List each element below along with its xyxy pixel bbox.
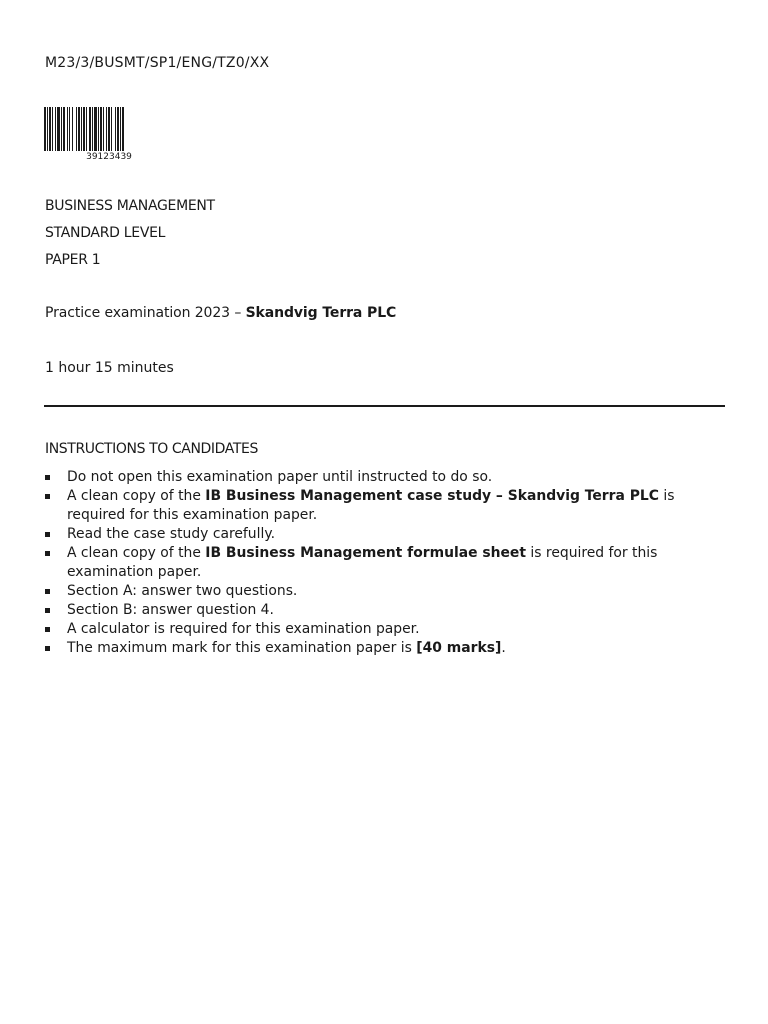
instruction-item: The maximum mark for this examination paper is [40 marks]. [45, 639, 725, 658]
subject-title: BUSINESS MANAGEMENT [45, 198, 215, 214]
paper-number: PAPER 1 [45, 252, 101, 268]
barcode-number: 39123439 [86, 152, 132, 162]
instructions-list [45, 468, 725, 658]
exam-title [45, 305, 396, 321]
instruction-item: Section B: answer question 4. [45, 601, 725, 620]
instruction-item: Read the case study carefully. [45, 525, 725, 544]
bullet-icon [45, 627, 50, 632]
exam-duration: 1 hour 15 minutes [45, 360, 174, 376]
bullet-icon [45, 532, 50, 537]
instruction-item: A calculator is required for this examination paper. [45, 620, 725, 639]
instructions-heading: INSTRUCTIONS TO CANDIDATES [45, 441, 258, 457]
instruction-item: Section A: answer two questions. [45, 582, 725, 601]
bullet-icon [45, 646, 50, 651]
exam-title-prefix: Practice examination 2023 – [45, 305, 246, 321]
instruction-item: Do not open this examination paper until instructed to do so. [45, 468, 725, 487]
instruction-item: A clean copy of the IB Business Management case study – Skandvig Terra PLC is required for this examination paper. [45, 487, 725, 525]
subject-level: STANDARD LEVEL [45, 225, 166, 241]
bullet-icon [45, 608, 50, 613]
bullet-icon [45, 589, 50, 594]
bullet-icon [45, 551, 50, 556]
barcode-icon [44, 107, 168, 151]
case-study-name: Skandvig Terra PLC [245, 305, 397, 321]
divider-rule [44, 405, 725, 407]
instruction-item: A clean copy of the IB Business Management formulae sheet is required for this examination paper. [45, 544, 725, 582]
bullet-icon [45, 475, 50, 480]
paper-code: M23/3/BUSMT/SP1/ENG/TZ0/XX [45, 55, 270, 71]
barcode [44, 107, 168, 162]
bullet-icon [45, 494, 50, 499]
